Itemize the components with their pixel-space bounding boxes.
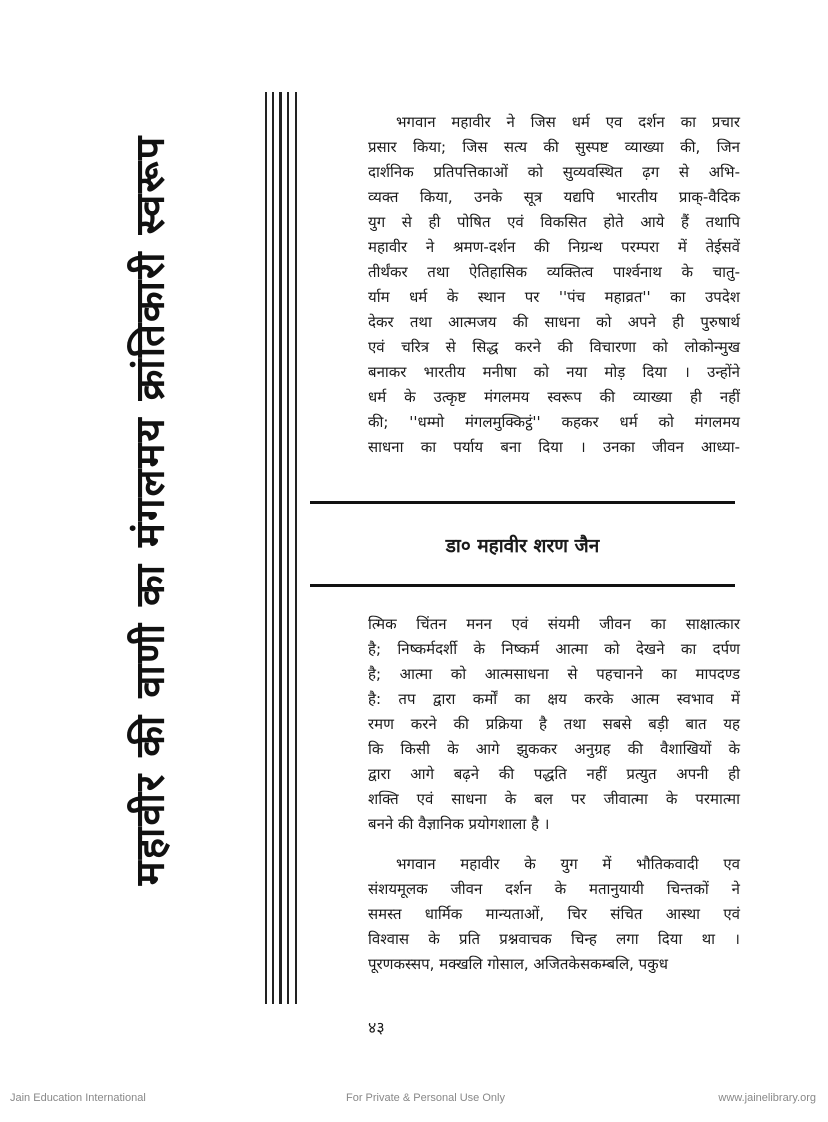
text-line: प्रसार किया; जिस सत्य की सुस्पष्ट व्याख्या की, जिन — [368, 138, 740, 156]
side-title-band — [118, 110, 178, 910]
text-line: विश्वास के प्रति प्रश्नवाचक चिन्ह लगा दिया था । — [368, 930, 740, 948]
author-name: डा० महावीर शरण जैन — [445, 535, 600, 557]
text-line: धर्म के उत्कृष्ट मंगलमय स्वरूप की व्याख्या ही नहीं — [368, 388, 740, 406]
text-line: साधना का पर्याय बना दिया । उनका जीवन आध्या- — [368, 438, 740, 456]
vertical-rule-lines — [265, 92, 301, 1004]
text-line: बनाकर भारतीय मनीषा को नया मोड़ दिया । उन्होंने — [368, 363, 740, 381]
text-line: व्यक्त किया, उनके सूत्र यद्यपि भारतीय प्राक्-वैदिक — [368, 188, 740, 206]
paragraph-3 — [368, 852, 740, 977]
text-line: भगवान महावीर के युग में भौतिकवादी एव — [396, 855, 740, 873]
footer-right: www.jainelibrary.org — [718, 1092, 816, 1104]
text-line: पूरणकस्सप, मक्खलि गोसाल, अजितकेसकम्बलि, पकुध — [368, 955, 668, 973]
text-line: कि किसी के आगे झुककर अनुग्रह की वैशाखियों के — [368, 740, 740, 758]
side-title: महावीर की वाणी का मंगलमय क्रांतिकारी स्वरूप — [127, 134, 174, 886]
text-line: है; निष्कर्मदर्शी के निष्कर्म आत्मा को देखने का दर्पण — [368, 640, 740, 658]
text-line: रमण करने की प्रक्रिया है तथा सबसे बड़ी बात यह — [368, 715, 740, 733]
rule-top — [310, 501, 735, 504]
text-line: भगवान महावीर ने जिस धर्म एव दर्शन का प्रचार — [396, 113, 740, 131]
text-line: तीर्थंकर तथा ऐतिहासिक व्यक्तित्व पार्श्वनाथ के चातु- — [368, 263, 740, 281]
page-number: ४३ — [368, 1018, 385, 1037]
text-line: युग से ही पोषित एवं विकसित होते आये हैं तथापि — [368, 213, 740, 231]
text-line: महावीर ने श्रमण-दर्शन की निग्रन्थ परम्परा में तेईसवें — [368, 238, 740, 256]
text-line: एवं चरित्र से सिद्ध करने की विचारणा को लोकोन्मुख — [368, 338, 740, 356]
text-line: की; ''धम्मो मंगलमुक्किट्ठं'' कहकर धर्म को मंगलमय — [368, 413, 740, 431]
text-line: र्याम धर्म के स्थान पर ''पंच महाव्रत'' का उपदेश — [368, 288, 740, 306]
text-line: देकर तथा आत्मजय की साधना को अपने ही पुरुषार्थ — [368, 313, 740, 331]
paragraph-1 — [368, 110, 740, 460]
text-line: शक्ति एवं साधना के बल पर जीवात्मा के परमात्मा — [368, 790, 740, 808]
footer-left: Jain Education International — [10, 1092, 146, 1104]
text-line: है; आत्मा को आत्मसाधना से पहचानने का मापदण्ड — [368, 665, 740, 683]
text-line: समस्त धार्मिक मान्यताओं, चिर संचित आस्था एवं — [368, 905, 740, 923]
footer-center: For Private & Personal Use Only — [346, 1092, 505, 1104]
text-line: है: तप द्वारा कर्मों का क्षय करके आत्म स्वभाव में — [368, 690, 740, 708]
rule-bottom — [310, 584, 735, 587]
text-line: दार्शनिक प्रतिपत्तिकाओं को सुव्यवस्थित ढ़ग से अभि- — [368, 163, 740, 181]
text-line: द्वारा आगे बढ़ने की पद्धति नहीं प्रत्युत अपनी ही — [368, 765, 740, 783]
text-line: बनने की वैज्ञानिक प्रयोगशाला है । — [368, 815, 550, 833]
paragraph-2 — [368, 612, 740, 837]
text-line: त्मिक चिंतन मनन एवं संयमी जीवन का साक्षात्कार — [368, 615, 740, 633]
text-line: संशयमूलक जीवन दर्शन के मतानुयायी चिन्तकों ने — [368, 880, 740, 898]
